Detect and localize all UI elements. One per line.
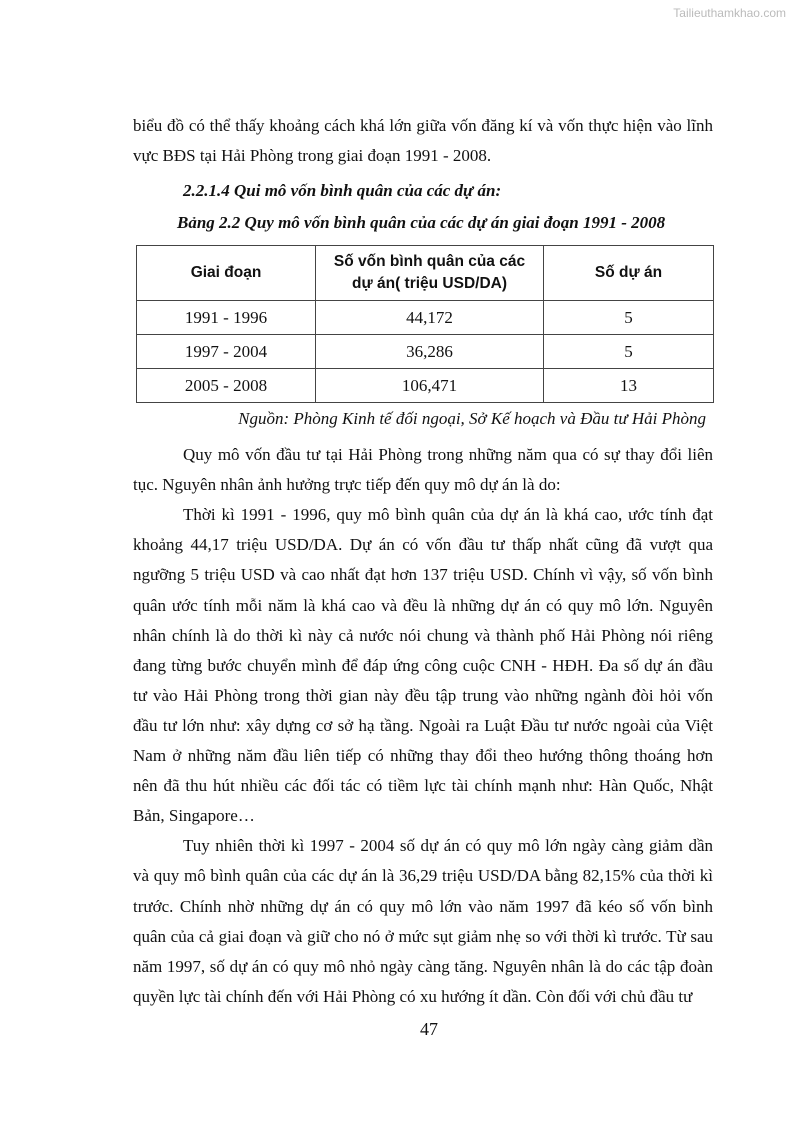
paragraph-line: quân ước tính mỗi năm là khá cao và đều là những dự án có quy mô lớn. Nguyên <box>133 595 713 615</box>
cell: 36,286 <box>316 335 544 369</box>
paragraph-line: đầu tư lớn như: xây dựng cơ sở hạ tầng. Ngoài ra Luật Đầu tư nước ngoài của Việt <box>133 715 713 735</box>
paragraph-line: tục. Nguyên nhân ảnh hưởng trực tiếp đến quy mô dự án là do: <box>133 475 561 495</box>
intro-line: biểu đồ có thể thấy khoảng cách khá lớn giữa vốn đăng kí và vốn thực hiện vào lĩnh <box>133 116 713 135</box>
paragraph-line: đang từng bước chuyển mình để đáp ứng công cuộc CNH - HĐH. Đa số dự án đầu <box>133 655 713 675</box>
cell: 1991 - 1996 <box>137 301 316 335</box>
paragraph-line: Tuy nhiên thời kì 1997 - 2004 số dự án có quy mô lớn ngày càng giảm dần <box>183 836 713 856</box>
cell: 1997 - 2004 <box>137 335 316 369</box>
table-row <box>137 301 714 335</box>
paragraph-line: khoảng 44,17 triệu USD/DA. Dự án có vốn đầu tư thấp nhất cũng đã vượt qua <box>133 535 713 555</box>
paragraph-line: quyền lực tài chính đến với Hải Phòng có xu hướng ít dần. Còn đối với chủ đầu tư <box>133 986 693 1006</box>
header-cell: Số dự án <box>544 246 714 301</box>
paragraph-line: Thời kì 1991 - 1996, quy mô bình quân của dự án là khá cao, ước tính đạt <box>183 505 713 525</box>
paragraph-line: Bản, Singapore… <box>133 806 255 826</box>
paragraph-line: và quy mô bình quân của các dự án là 36,29 triệu USD/DA bằng 82,15% của thời kì <box>133 866 713 886</box>
paragraph-line: quân của cả giai đoạn và giữ cho nó ở mức sụt giảm nhẹ so với thời kì trước. Từ sau <box>133 926 713 946</box>
cell: 44,172 <box>316 301 544 335</box>
table-header-row <box>137 246 714 301</box>
paragraph-line: Nam ở những năm đầu liên tiếp có những thay đổi theo hướng thông thoáng hơn <box>133 746 713 765</box>
intro-line: vực BĐS tại Hải Phòng trong giai đoạn 1991 - 2008. <box>133 146 492 165</box>
table-row <box>137 369 714 403</box>
page-number: 47 <box>420 1019 438 1039</box>
paragraph-line: tư vào Hải Phòng trong thời gian này đều tập trung vào những ngành đòi hỏi vốn <box>133 685 713 705</box>
data-table <box>136 245 714 403</box>
paragraph-line: ngưỡng 5 triệu USD và cao nhất đạt hơn 137 triệu USD. Chính vì vậy, số vốn bình <box>133 565 713 585</box>
cell: 5 <box>544 335 714 369</box>
header-cell: Số vốn bình quân của các dự án( triệu USD/DA) <box>316 246 544 301</box>
paragraph-line: trước. Chính nhờ những dự án có quy mô lớn vào năm 1997 đã kéo số vốn bình <box>133 896 713 916</box>
cell: 5 <box>544 301 714 335</box>
header-cell: Giai đoạn <box>137 246 316 301</box>
table-row <box>137 335 714 369</box>
paragraph-line: nên đã thu hút nhiều các đối tác có tiềm lực tài chính mạnh như: Hàn Quốc, Nhật <box>133 776 713 796</box>
paragraph-line: nhân chính là do thời kì này cả nước nói chung và thành phố Hải Phòng nói riêng <box>133 625 713 645</box>
paragraph-line: năm 1997, số dự án có quy mô nhỏ ngày càng tăng. Nguyên nhân là do các tập đoàn <box>133 956 713 976</box>
table-source: Nguồn: Phòng Kinh tế đối ngoại, Sở Kế hoạch và Đầu tư Hải Phòng <box>238 409 706 428</box>
cell: 106,471 <box>316 369 544 403</box>
section-heading: 2.2.1.4 Qui mô vốn bình quân của các dự án: <box>183 181 502 200</box>
watermark: Tailieuthamkhao.com <box>673 6 786 20</box>
cell: 13 <box>544 369 714 403</box>
paragraph-line: Quy mô vốn đầu tư tại Hải Phòng trong những năm qua có sự thay đổi liên <box>183 445 713 464</box>
table-caption: Bảng 2.2 Quy mô vốn bình quân của các dự án giai đoạn 1991 - 2008 <box>177 213 666 232</box>
cell: 2005 - 2008 <box>137 369 316 403</box>
